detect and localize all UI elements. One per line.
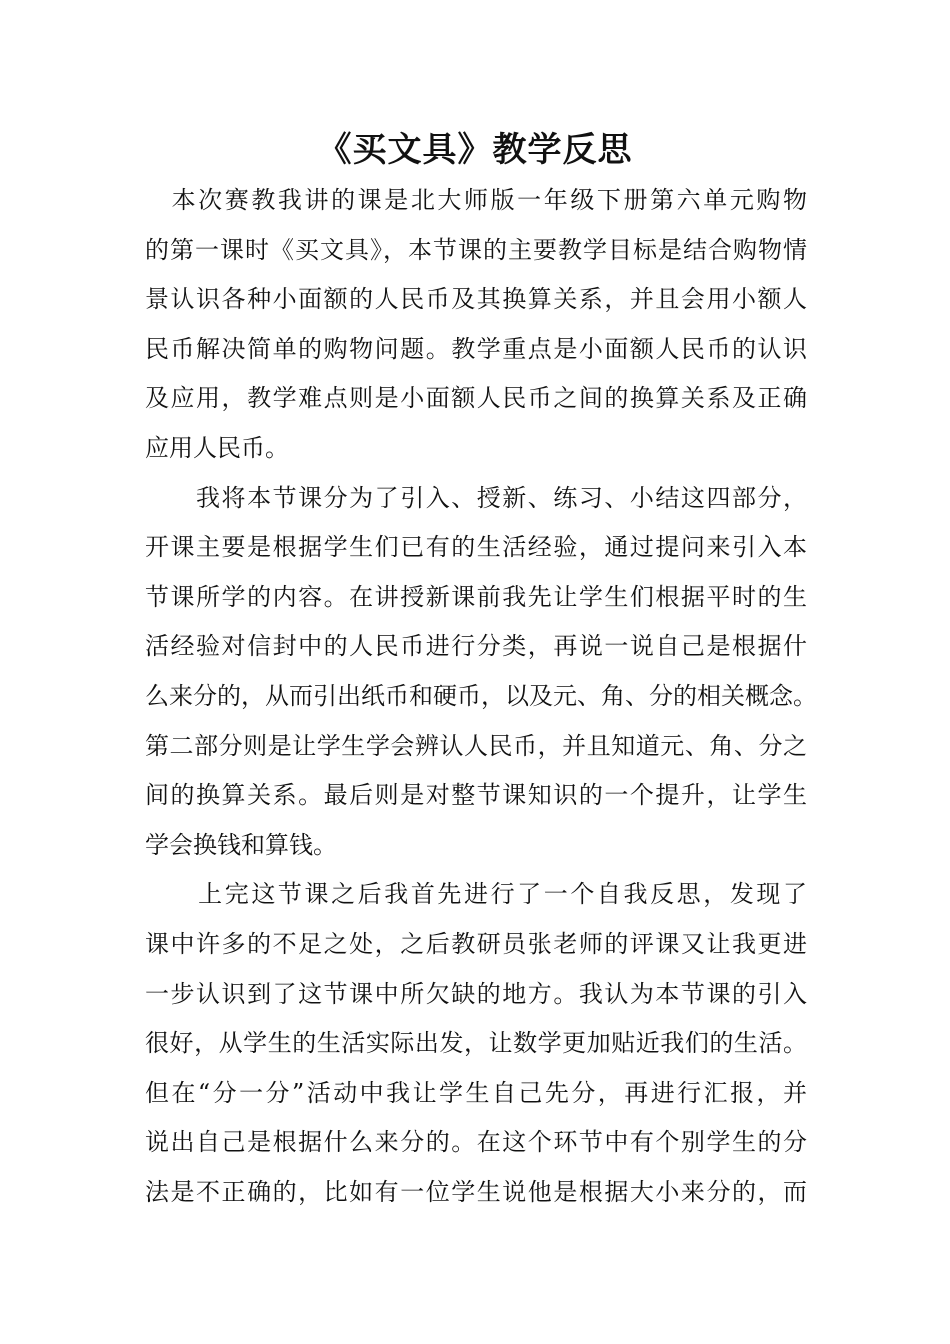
paragraph-3-line-3: 一步认识到了这节课中所欠缺的地方。我认为本节课的引入: [145, 979, 807, 1008]
paragraph-3-line-1: 上完这节课之后我首先进行了一个自我反思，发现了: [145, 880, 807, 909]
paragraph-1-line-3: 景认识各种小面额的人民币及其换算关系，并且会用小额人: [145, 285, 807, 314]
paragraph-2-line-5: 么来分的，从而引出纸币和硬币，以及元、角、分的相关概念。: [145, 681, 817, 710]
paragraph-3-line-4: 很好，从学生的生活实际出发，让数学更加贴近我们的生活。: [145, 1029, 807, 1058]
paragraph-1-line-5: 及应用，教学难点则是小面额人民币之间的换算关系及正确: [145, 384, 807, 413]
paragraph-2-line-8: 学会换钱和算钱。: [145, 830, 337, 859]
paragraph-2-line-7: 间的换算关系。最后则是对整节课知识的一个提升，让学生: [145, 781, 807, 810]
paragraph-2-line-3: 节课所学的内容。在讲授新课前我先让学生们根据平时的生: [145, 582, 807, 611]
paragraph-1-line-4: 民币解决简单的购物问题。教学重点是小面额人民币的认识: [145, 334, 807, 363]
paragraph-1-line-1: 本次赛教我讲的课是北大师版一年级下册第六单元购物: [145, 186, 807, 214]
paragraph-2-line-6: 第二部分则是让学生学会辨认人民币，并且知道元、角、分之: [145, 731, 807, 760]
paragraph-3-line-2: 课中许多的不足之处，之后教研员张老师的评课又让我更进: [145, 929, 807, 958]
paragraph-2-line-2: 开课主要是根据学生们已有的生活经验，通过提问来引入本: [145, 533, 807, 562]
paragraph-3-line-7: 法是不正确的，比如有一位学生说他是根据大小来分的，而: [145, 1177, 807, 1206]
paragraph-1-line-6: 应用人民币。: [145, 433, 289, 462]
paragraph-2-line-4: 活经验对信封中的人民币进行分类，再说一说自己是根据什: [145, 632, 807, 661]
paragraph-2-line-1: 我将本节课分为了引入、授新、练习、小结这四部分，: [145, 483, 807, 512]
document-title: 《买文具》教学反思: [317, 130, 633, 170]
paragraph-3-line-6: 说出自己是根据什么来分的。在这个环节中有个别学生的分: [145, 1128, 807, 1157]
document-body: [145, 176, 817, 1217]
paragraph-1-line-2: 的第一课时《买文具》，本节课的主要教学目标是结合购物情: [145, 235, 807, 264]
paragraph-3-line-5: 但在“分一分”活动中我让学生自己先分，再进行汇报，并: [145, 1078, 807, 1107]
